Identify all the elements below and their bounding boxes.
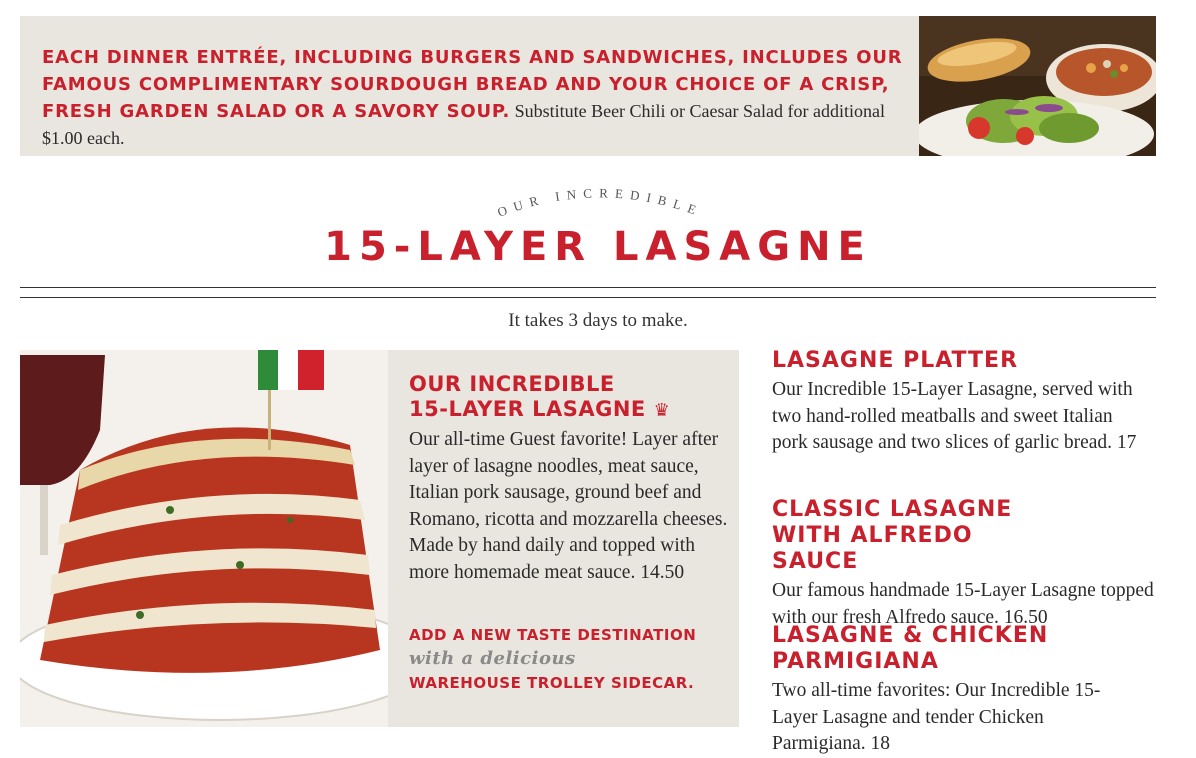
menu-item-description: Our famous handmade 15-Layer Lasagne topped with our fresh Alfredo sauce. 16.50 xyxy=(772,580,1154,628)
featured-name-line1: OUR INCREDIBLE xyxy=(409,372,615,396)
sidecar-promo xyxy=(409,623,729,695)
menu-item-lasagne-chicken-parmigiana xyxy=(772,623,1172,758)
promo-line1: ADD A NEW TASTE DESTINATION xyxy=(409,626,697,644)
featured-item-description: Our all-time Guest favorite! Layer after layer of lasagne noodles, meat sauce, Italian pork sausage, ground beef and Romano, ricotta and mozzarella cheeses. Made by hand daily and topped with more homemade meat sauce. 14.50 xyxy=(409,429,728,583)
menu-item-name: LASAGNE & CHICKEN PARMIGIANA xyxy=(772,623,1049,674)
featured-name-line2: 15-LAYER LASAGNE xyxy=(409,397,646,421)
section-kicker xyxy=(460,170,740,230)
divider-top xyxy=(20,287,1156,288)
menu-item-description: Two all-time favorites: Our Incredible 15-Layer Lasagne and tender Chicken Parmigiana. 18 xyxy=(772,680,1101,754)
banner-headline: EACH DINNER ENTRÉE, INCLUDING BURGERS AND SANDWICHES, INCLUDES OUR FAMOUS COMPLIMENTARY SOURDOUGH BREAD AND YOUR CHOICE OF A CRISP, FRESH GARDEN SALAD OR A SAVORY SOUP. xyxy=(42,47,903,122)
featured-item-name xyxy=(409,372,670,423)
bread-soup-salad-photo xyxy=(919,16,1156,156)
promo-line2: WAREHOUSE TROLLEY SIDECAR. xyxy=(409,674,695,692)
menu-item-name: LASAGNE PLATTER xyxy=(772,348,1019,373)
banner-note: Substitute Beer Chili or Caesar Salad for additional $1.00 each. xyxy=(42,101,885,148)
menu-item-name: CLASSIC LASAGNE WITH ALFREDO SAUCE xyxy=(772,497,1013,574)
sides-banner xyxy=(20,16,1156,156)
featured-item-panel xyxy=(388,350,739,727)
menu-item-classic-lasagne-alfredo xyxy=(772,497,1172,631)
crown-icon: ♛ xyxy=(653,400,671,421)
divider-bottom xyxy=(20,297,1156,298)
svg-text:OUR INCREDIBLE: OUR INCREDIBLE xyxy=(495,185,705,220)
menu-item-lasagne-platter xyxy=(772,348,1172,457)
menu-item-description: Our Incredible 15-Layer Lasagne, served with two hand-rolled meatballs and sweet Italian pork sausage and two slices of garlic bread. 17 xyxy=(772,379,1137,453)
promo-script-line: with a delicious xyxy=(409,648,576,669)
section-title: 15-LAYER LASAGNE xyxy=(324,224,872,270)
lasagne-photo xyxy=(20,350,388,727)
banner-text xyxy=(42,44,922,152)
section-tagline: It takes 3 days to make. xyxy=(508,310,688,331)
